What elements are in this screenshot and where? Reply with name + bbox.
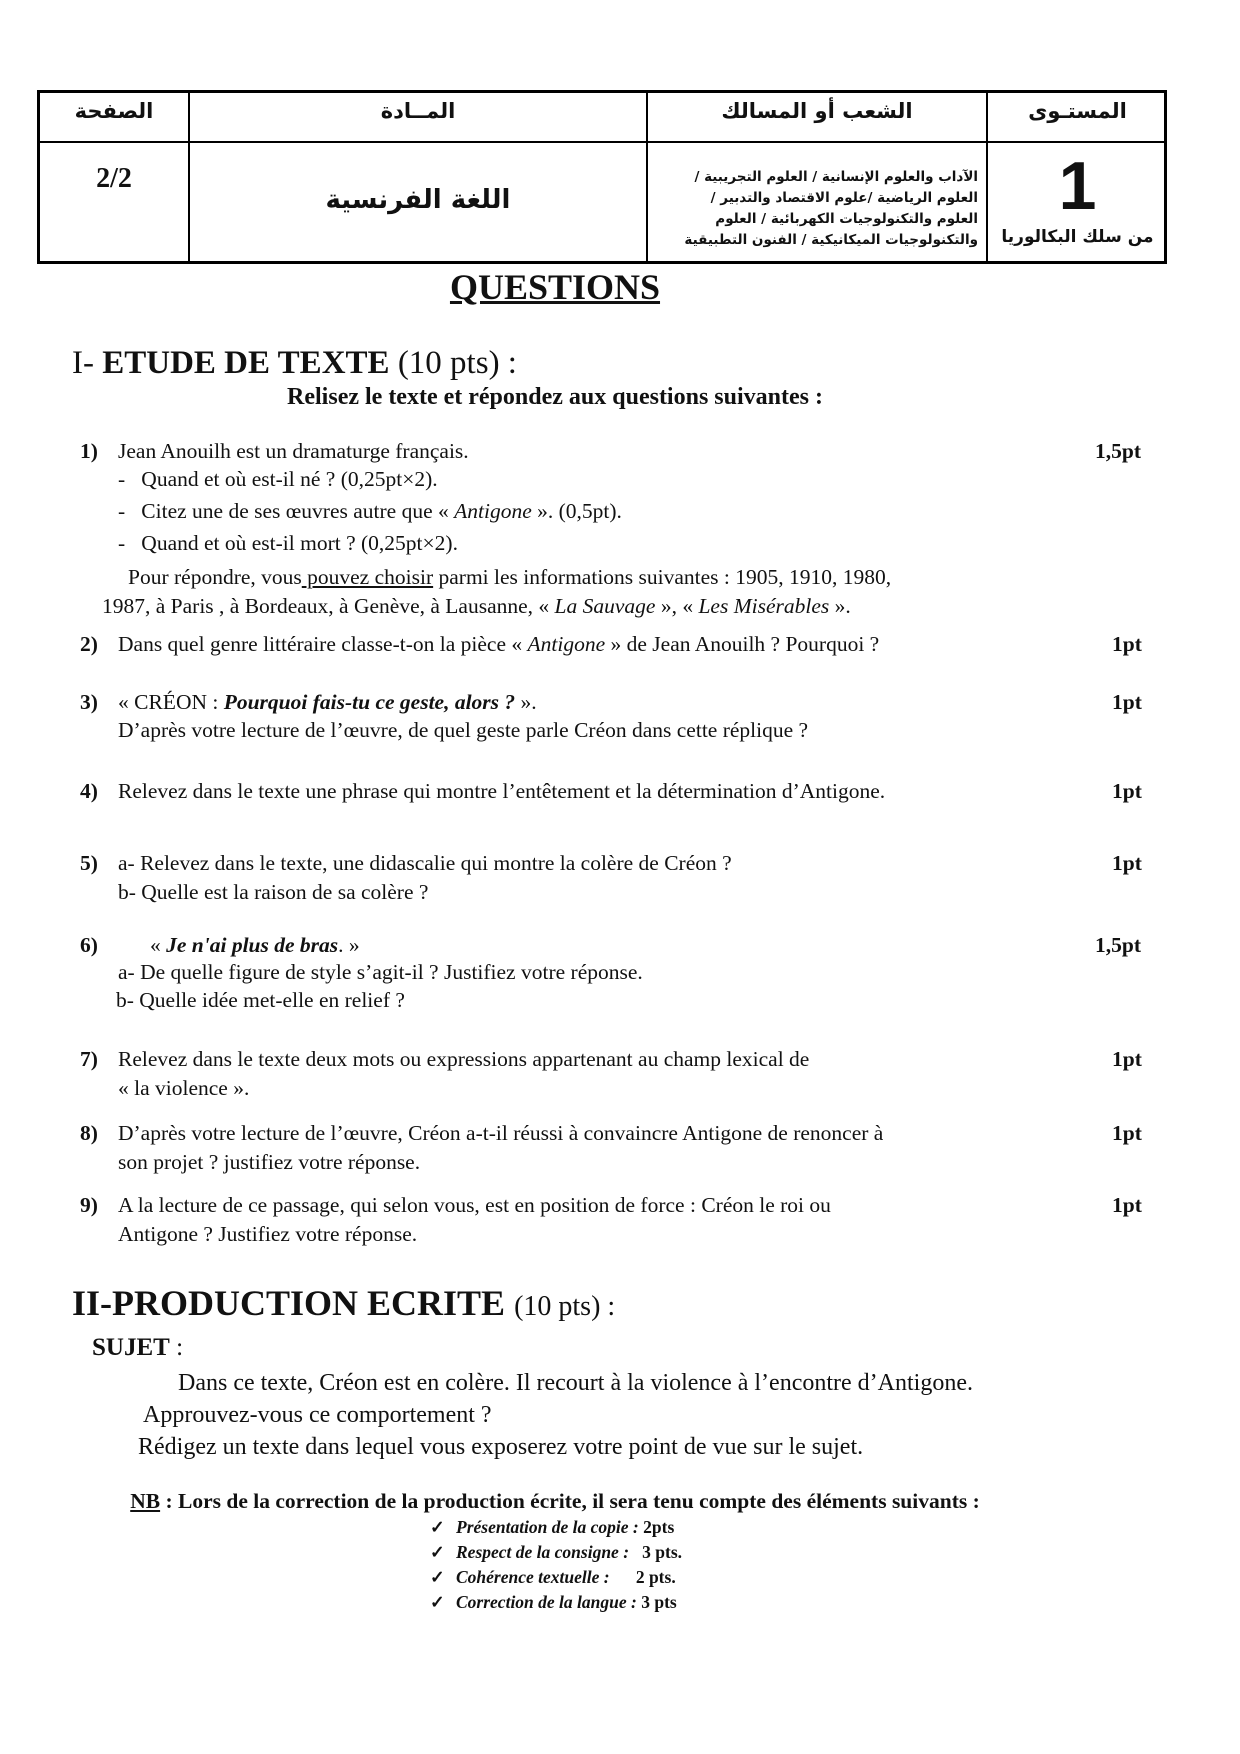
- info-text: », «: [655, 594, 699, 618]
- question-subpart: a- De quelle figure de style s’agit-il ? Justifiez votre réponse.: [118, 960, 643, 984]
- nb-label: NB: [130, 1489, 161, 1513]
- subject-name: اللغة الفرنسية: [325, 185, 511, 215]
- criterion-item: [430, 1567, 676, 1588]
- section2-points: (10 pts) :: [514, 1291, 616, 1322]
- header-row-divider: [40, 141, 1164, 143]
- checkmark-icon: ✓: [430, 1567, 445, 1587]
- header-subject-label: المــادة: [380, 99, 456, 123]
- criterion-value: 3 pts: [636, 1592, 677, 1612]
- question-subpart: a- Relevez dans le texte, une didascalie qui montre la colère de Créon ?: [118, 851, 732, 875]
- stream-line: الآداب والعلوم الإنسانية / العلوم التجريبية /: [694, 169, 978, 185]
- criterion-label: Cohérence textuelle :: [456, 1567, 610, 1587]
- checkmark-icon: ✓: [430, 1592, 445, 1612]
- bullet-text: ». (0,5pt).: [531, 499, 622, 523]
- criterion-item: [430, 1517, 674, 1538]
- question-points: 1pt: [1112, 1047, 1142, 1071]
- question-text-part: Dans quel genre littéraire classe-t-on la pièce «: [118, 632, 528, 656]
- question-number: 4): [80, 779, 98, 803]
- nb-text: : Lors de la correction de la production écrite, il sera tenu compte des éléments suivants :: [160, 1489, 980, 1513]
- question-text-part: » de Jean Anouilh ? Pourquoi ?: [605, 632, 880, 656]
- streams-list: [648, 167, 986, 251]
- question-text-part: ».: [515, 690, 537, 714]
- question-text-part: « CRÉON :: [118, 690, 224, 714]
- question-points: 1pt: [1112, 690, 1142, 714]
- section1-points: (10 pts) :: [397, 345, 517, 381]
- question-text: son projet ? justifiez votre réponse.: [118, 1150, 421, 1174]
- section2-title: II-PRODUCTION ECRITE: [72, 1283, 506, 1323]
- criterion-value: 2 pts.: [609, 1567, 676, 1587]
- info-line: [128, 565, 891, 590]
- page-title: QUESTIONS: [449, 267, 661, 307]
- criterion-value: 3 pts.: [629, 1542, 683, 1562]
- criterion-item: [430, 1542, 682, 1563]
- question-text: A la lecture de ce passage, qui selon vous, est en position de force : Créon le roi ou: [118, 1193, 831, 1217]
- page-number: 2/2: [96, 163, 132, 194]
- question-text: Antigone ? Justifiez votre réponse.: [118, 1222, 418, 1246]
- level-number: 1: [1058, 148, 1097, 224]
- sujet-line: Dans ce texte, Créon est en colère. Il recourt à la violence à l’encontre d’Antigone.: [178, 1370, 973, 1396]
- question-subpart: b- Quelle idée met-elle en relief ?: [116, 988, 405, 1012]
- criterion-label: Correction de la langue :: [456, 1592, 637, 1612]
- question-bullet: - Quand et où est-il mort ? (0,25pt×2).: [118, 531, 458, 555]
- question-text: Relevez dans le texte deux mots ou expressions appartenant au champ lexical de: [118, 1047, 810, 1071]
- question-number: 9): [80, 1193, 98, 1217]
- section1-prefix: I-: [72, 345, 94, 381]
- question-subpart: b- Quelle est la raison de sa colère ?: [118, 880, 429, 904]
- header-page-label: الصفحة: [74, 99, 154, 123]
- sujet-line: Approuvez-vous ce comportement ?: [143, 1402, 492, 1428]
- question-bullet: - Citez une de ses œuvres autre que « Antigone ». (0,5pt).: [118, 499, 622, 523]
- question-number: 2): [80, 632, 98, 656]
- info-text: Pour répondre, vous: [128, 565, 302, 589]
- instruction: Relisez le texte et répondez aux questions suivantes :: [287, 384, 823, 410]
- quote-text: Je n'ai plus de bras: [166, 933, 339, 957]
- checkmark-icon: ✓: [430, 1542, 445, 1562]
- quote-text: Pourquoi fais-tu ce geste, alors ?: [223, 690, 516, 714]
- question-text: D’après votre lecture de l’œuvre, de quel geste parle Créon dans cette réplique ?: [118, 718, 809, 742]
- info-underlined: pouvez choisir: [301, 565, 434, 589]
- checkmark-icon: ✓: [430, 1517, 445, 1537]
- stream-line: والتكنولوجيات الميكانيكية / الفنون التطبيقية: [684, 232, 978, 248]
- question-points: 1pt: [1112, 851, 1142, 875]
- criterion-label: Respect de la consigne :: [456, 1542, 630, 1562]
- stream-line: العلوم الرياضية /علوم الاقتصاد والتدبير /: [710, 190, 978, 206]
- question-text: Relevez dans le texte une phrase qui montre l’entêtement et la détermination d’Antigone.: [118, 779, 886, 803]
- question-points: 1pt: [1112, 779, 1142, 803]
- info-text: 1987, à Paris , à Bordeaux, à Genève, à Lausanne, «: [102, 594, 555, 618]
- work-title: Antigone: [454, 499, 532, 523]
- question-text: [118, 690, 537, 715]
- header-level-label: المستـوى: [1028, 99, 1127, 123]
- header-table: [37, 90, 1167, 264]
- criterion-item: [430, 1592, 677, 1613]
- section1-heading: [72, 345, 517, 382]
- question-number: 1): [80, 439, 98, 463]
- question-text-part: . »: [338, 933, 360, 957]
- question-text-part: «: [150, 933, 167, 957]
- header-streams-label: الشعب أو المسالك: [721, 99, 913, 123]
- bullet-text: Citez une de ses œuvres autre que «: [141, 499, 455, 523]
- question-text: [118, 632, 879, 657]
- bullet-text: Quand et où est-il mort ? (0,25pt×2).: [141, 531, 458, 555]
- question-number: 8): [80, 1121, 98, 1145]
- question-points: 1pt: [1112, 1193, 1142, 1217]
- stream-line: العلوم والتكنولوجيات الكهربائية / العلوم: [715, 211, 978, 227]
- info-line: [102, 594, 851, 619]
- work-title: La Sauvage: [554, 594, 656, 618]
- question-text: Jean Anouilh est un dramaturge français.: [118, 439, 469, 463]
- question-points: 1pt: [1112, 632, 1142, 656]
- work-title: Les Misérables: [698, 594, 830, 618]
- sujet-label: SUJET: [92, 1334, 170, 1361]
- criterion-label: Présentation de la copie :: [456, 1517, 639, 1537]
- criterion-value: 2pts: [638, 1517, 675, 1537]
- nb-note: [0, 1489, 1110, 1514]
- section1-title: ETUDE DE TEXTE: [102, 345, 390, 381]
- question-text: D’après votre lecture de l’œuvre, Créon a-t-il réussi à convaincre Antigone de renoncer à: [118, 1121, 884, 1145]
- question-number: 5): [80, 851, 98, 875]
- question-number: 3): [80, 690, 98, 714]
- info-text: ».: [829, 594, 851, 618]
- question-text: « la violence ».: [118, 1076, 250, 1100]
- bullet-text: Quand et où est-il né ? (0,25pt×2).: [141, 467, 438, 491]
- question-number: 7): [80, 1047, 98, 1071]
- question-text: [150, 933, 360, 958]
- question-bullet: - Quand et où est-il né ? (0,25pt×2).: [118, 467, 438, 491]
- level-text: من سلك البكالوريا: [1001, 227, 1154, 247]
- info-text: parmi les informations suivantes : 1905, 1910, 1980,: [433, 565, 892, 589]
- section2-heading: [72, 1282, 615, 1324]
- question-number: 6): [80, 933, 98, 957]
- work-title: Antigone: [527, 632, 606, 656]
- question-points: 1,5pt: [1095, 439, 1141, 463]
- sujet-line: Rédigez un texte dans lequel vous exposerez votre point de vue sur le sujet.: [138, 1434, 864, 1460]
- sujet-colon: :: [169, 1334, 184, 1361]
- sujet-heading: [92, 1334, 183, 1362]
- question-points: 1,5pt: [1095, 933, 1141, 957]
- question-points: 1pt: [1112, 1121, 1142, 1145]
